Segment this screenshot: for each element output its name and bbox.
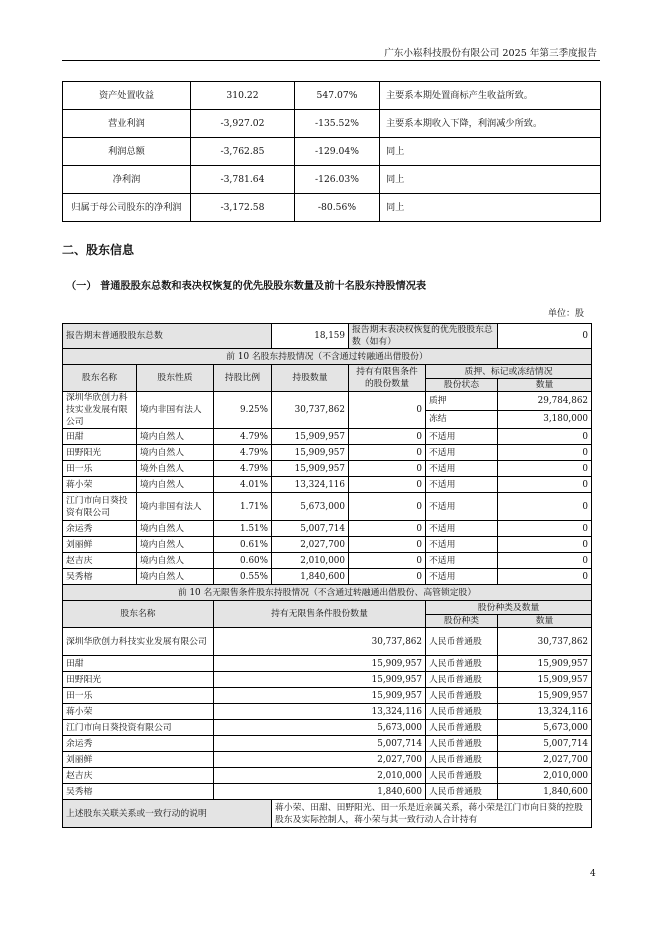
holder-name: 江门市向日葵投资有限公司 bbox=[63, 493, 137, 521]
holder-restricted: 0 bbox=[349, 445, 426, 461]
holder-nature: 境内自然人 bbox=[137, 569, 214, 585]
change-reason: 同上 bbox=[380, 194, 601, 222]
change-amount: 310.22 bbox=[191, 82, 295, 110]
unrestricted-caption: 前 10 名无限售条件股东持股情况（不含通过转融通出借股份、高管锁定股） bbox=[63, 585, 592, 601]
table-row bbox=[63, 138, 601, 166]
holder-count: 0 bbox=[498, 461, 592, 477]
table-row bbox=[63, 752, 592, 768]
holder-qty: 15,909,957 bbox=[272, 429, 349, 445]
unrestricted-qty: 2,010,000 bbox=[214, 768, 426, 784]
holder-ratio: 0.61% bbox=[214, 537, 272, 553]
change-percent: -126.03% bbox=[295, 166, 380, 194]
table-row bbox=[63, 521, 592, 537]
unrestricted-holder-name: 田一乐 bbox=[63, 688, 214, 704]
table-row bbox=[63, 656, 592, 672]
first-holder-name: 深圳华欣创力科技实业发展有限公司 bbox=[63, 392, 137, 429]
changes-table bbox=[62, 81, 601, 222]
unrestricted-qty: 1,840,600 bbox=[214, 784, 426, 800]
hdr-nature: 股东性质 bbox=[137, 365, 214, 392]
holder-status: 不适用 bbox=[426, 493, 498, 521]
header-rule bbox=[62, 60, 600, 61]
hdr-ratio: 持股比例 bbox=[214, 365, 272, 392]
holder-nature: 境外自然人 bbox=[137, 461, 214, 477]
unrestricted-qty: 5,673,000 bbox=[214, 720, 426, 736]
holder-nature: 境内自然人 bbox=[137, 521, 214, 537]
holder-count: 0 bbox=[498, 553, 592, 569]
table-row bbox=[63, 429, 592, 445]
change-reason: 主要系本期收入下降，利润减少所致。 bbox=[380, 110, 601, 138]
change-percent: -129.04% bbox=[295, 138, 380, 166]
holder-nature: 境内自然人 bbox=[137, 477, 214, 493]
change-amount: -3,781.64 bbox=[191, 166, 295, 194]
unrestricted-qty: 15,909,957 bbox=[214, 688, 426, 704]
first-holder-ratio: 9.25% bbox=[214, 392, 272, 429]
item-name: 营业利润 bbox=[63, 110, 191, 138]
note-text: 蒋小荣、田甜、田野阳光、田一乐是近亲属关系，蒋小荣是江门市向日葵的控股股东及实际控制人，蒋小荣与其一致行动人合计持有 bbox=[272, 800, 592, 828]
unrestricted-holder-name: 吴秀榕 bbox=[63, 784, 214, 800]
holder-status: 不适用 bbox=[426, 429, 498, 445]
first-holder-count-1: 29,784,862 bbox=[498, 392, 592, 411]
holder-restricted: 0 bbox=[349, 429, 426, 445]
holder-status: 不适用 bbox=[426, 461, 498, 477]
change-amount: -3,172.58 bbox=[191, 194, 295, 222]
share-count: 15,909,957 bbox=[498, 656, 592, 672]
hdr-pledge: 质押、标记或冻结情况 bbox=[426, 365, 592, 379]
table-row bbox=[63, 736, 592, 752]
table-row bbox=[63, 569, 592, 585]
table-row bbox=[63, 166, 601, 194]
unrestricted-holder-name: 余运秀 bbox=[63, 736, 214, 752]
holder-status: 不适用 bbox=[426, 553, 498, 569]
unrestricted-holder-name: 田甜 bbox=[63, 656, 214, 672]
summary-row bbox=[63, 324, 592, 349]
holder-restricted: 0 bbox=[349, 461, 426, 477]
subsection-title: （一） 普通股股东总数和表决权恢复的优先股股东数量及前十名股东持股情况表 bbox=[66, 281, 427, 292]
note-label: 上述股东关联关系或一致行动的说明 bbox=[63, 800, 272, 828]
table-row bbox=[63, 704, 592, 720]
holder-ratio: 4.79% bbox=[214, 429, 272, 445]
hdr-status: 股份状态 bbox=[426, 379, 498, 392]
holder-restricted: 0 bbox=[349, 569, 426, 585]
summary-value-1: 18,159 bbox=[272, 324, 349, 349]
holder-count: 0 bbox=[498, 445, 592, 461]
holder-status: 不适用 bbox=[426, 445, 498, 461]
holder-count: 0 bbox=[498, 537, 592, 553]
change-reason: 主要系本期处置商标产生收益所致。 bbox=[380, 82, 601, 110]
unrestricted-header-row bbox=[63, 601, 592, 615]
share-count: 15,909,957 bbox=[498, 672, 592, 688]
holder-qty: 1,840,600 bbox=[272, 569, 349, 585]
unrestricted-qty: 2,027,700 bbox=[214, 752, 426, 768]
change-percent: 547.07% bbox=[295, 82, 380, 110]
holder-qty: 15,909,957 bbox=[272, 461, 349, 477]
table-row bbox=[63, 110, 601, 138]
holder-count: 0 bbox=[498, 569, 592, 585]
holder-restricted: 0 bbox=[349, 521, 426, 537]
change-amount: -3,762.85 bbox=[191, 138, 295, 166]
holder-qty: 2,027,700 bbox=[272, 537, 349, 553]
first-holder-nature: 境内非国有法人 bbox=[137, 392, 214, 429]
uh-kind: 股份种类 bbox=[426, 615, 498, 628]
unit-label: 单位：股 bbox=[548, 309, 585, 319]
table-row bbox=[63, 672, 592, 688]
holder-nature: 境内自然人 bbox=[137, 553, 214, 569]
unrestricted-qty: 15,909,957 bbox=[214, 656, 426, 672]
share-count: 2,010,000 bbox=[498, 768, 592, 784]
summary-value-2: 0 bbox=[498, 324, 592, 349]
item-name: 归属于母公司股东的净利润 bbox=[63, 194, 191, 222]
share-count: 1,840,600 bbox=[498, 784, 592, 800]
holder-nature: 境内非国有法人 bbox=[137, 493, 214, 521]
change-percent: -80.56% bbox=[295, 194, 380, 222]
first-holder-status-1: 质押 bbox=[426, 392, 498, 411]
table-row bbox=[63, 553, 592, 569]
holder-restricted: 0 bbox=[349, 537, 426, 553]
uh-count: 数量 bbox=[498, 615, 592, 628]
share-count: 30,737,862 bbox=[498, 628, 592, 656]
holder-name: 田野阳光 bbox=[63, 445, 137, 461]
unrestricted-qty: 13,324,116 bbox=[214, 704, 426, 720]
share-kind: 人民币普通股 bbox=[426, 704, 498, 720]
holder-qty: 15,909,957 bbox=[272, 445, 349, 461]
table-row bbox=[63, 688, 592, 704]
unrestricted-qty: 15,909,957 bbox=[214, 672, 426, 688]
first-holder-restricted: 0 bbox=[349, 392, 426, 429]
holder-qty: 13,324,116 bbox=[272, 477, 349, 493]
table-row bbox=[63, 784, 592, 800]
share-kind: 人民币普通股 bbox=[426, 720, 498, 736]
change-amount: -3,927.02 bbox=[191, 110, 295, 138]
share-count: 15,909,957 bbox=[498, 688, 592, 704]
holder-name: 田一乐 bbox=[63, 461, 137, 477]
holder-ratio: 1.51% bbox=[214, 521, 272, 537]
holder-name: 吴秀榕 bbox=[63, 569, 137, 585]
table-row bbox=[63, 194, 601, 222]
holder-qty: 5,007,714 bbox=[272, 521, 349, 537]
holder-ratio: 4.79% bbox=[214, 445, 272, 461]
share-kind: 人民币普通股 bbox=[426, 628, 498, 656]
unrestricted-holder-name: 蒋小荣 bbox=[63, 704, 214, 720]
holder-status: 不适用 bbox=[426, 521, 498, 537]
page-header: 广东小崧科技股份有限公司 2025 年第三季度报告 bbox=[384, 48, 597, 59]
holder-status: 不适用 bbox=[426, 477, 498, 493]
share-count: 2,027,700 bbox=[498, 752, 592, 768]
holder-name: 蒋小荣 bbox=[63, 477, 137, 493]
share-count: 13,324,116 bbox=[498, 704, 592, 720]
share-kind: 人民币普通股 bbox=[426, 672, 498, 688]
holder-nature: 境内自然人 bbox=[137, 445, 214, 461]
share-kind: 人民币普通股 bbox=[426, 784, 498, 800]
unrestricted-qty: 5,007,714 bbox=[214, 736, 426, 752]
summary-label-1: 报告期末普通股股东总数 bbox=[63, 324, 272, 349]
top10-caption: 前 10 名股东持股情况（不含通过转融通出借股份） bbox=[63, 349, 592, 365]
holder-status: 不适用 bbox=[426, 569, 498, 585]
holder-ratio: 4.01% bbox=[214, 477, 272, 493]
unrestricted-caption-row bbox=[63, 585, 592, 601]
share-kind: 人民币普通股 bbox=[426, 688, 498, 704]
change-reason: 同上 bbox=[380, 166, 601, 194]
holder-nature: 境内自然人 bbox=[137, 429, 214, 445]
holder-ratio: 1.71% bbox=[214, 493, 272, 521]
holder-qty: 2,010,000 bbox=[272, 553, 349, 569]
summary-label-2: 报告期末表决权恢复的优先股股东总数（如有） bbox=[349, 324, 498, 349]
table-row bbox=[63, 768, 592, 784]
hdr-restricted: 持有有限售条件的股份数量 bbox=[349, 365, 426, 392]
holder-ratio: 0.60% bbox=[214, 553, 272, 569]
table-row bbox=[63, 493, 592, 521]
section-title: 二、股东信息 bbox=[62, 243, 135, 257]
holder-ratio: 0.55% bbox=[214, 569, 272, 585]
note-row bbox=[63, 800, 592, 828]
holder-nature: 境内自然人 bbox=[137, 537, 214, 553]
item-name: 净利润 bbox=[63, 166, 191, 194]
holder-qty: 5,673,000 bbox=[272, 493, 349, 521]
share-kind: 人民币普通股 bbox=[426, 768, 498, 784]
table-row bbox=[63, 537, 592, 553]
uh-qty: 持有无限售条件股份数量 bbox=[214, 601, 426, 628]
shareholder-table bbox=[62, 323, 592, 828]
holder-restricted: 0 bbox=[349, 493, 426, 521]
holder-restricted: 0 bbox=[349, 553, 426, 569]
holder-ratio: 4.79% bbox=[214, 461, 272, 477]
unrestricted-qty: 30,737,862 bbox=[214, 628, 426, 656]
holder-count: 0 bbox=[498, 429, 592, 445]
share-count: 5,673,000 bbox=[498, 720, 592, 736]
page-number: 4 bbox=[590, 869, 596, 879]
table-row bbox=[63, 628, 592, 656]
table-row bbox=[63, 720, 592, 736]
unrestricted-holder-name: 赵吉庆 bbox=[63, 768, 214, 784]
item-name: 资产处置收益 bbox=[63, 82, 191, 110]
first-holder-qty: 30,737,862 bbox=[272, 392, 349, 429]
hdr-count: 数量 bbox=[498, 379, 592, 392]
unrestricted-holder-name: 刘丽鲜 bbox=[63, 752, 214, 768]
holder-name: 余运秀 bbox=[63, 521, 137, 537]
holder-count: 0 bbox=[498, 477, 592, 493]
holder-name: 赵吉庆 bbox=[63, 553, 137, 569]
change-reason: 同上 bbox=[380, 138, 601, 166]
holder-name: 刘丽鲜 bbox=[63, 537, 137, 553]
share-kind: 人民币普通股 bbox=[426, 736, 498, 752]
table-row bbox=[63, 477, 592, 493]
share-kind: 人民币普通股 bbox=[426, 656, 498, 672]
holder-status: 不适用 bbox=[426, 537, 498, 553]
table-row bbox=[63, 82, 601, 110]
change-percent: -135.52% bbox=[295, 110, 380, 138]
share-count: 5,007,714 bbox=[498, 736, 592, 752]
table-row bbox=[63, 461, 592, 477]
first-holder-status-2: 冻结 bbox=[426, 410, 498, 429]
share-kind: 人民币普通股 bbox=[426, 752, 498, 768]
first-holder-count-2: 3,180,000 bbox=[498, 410, 592, 429]
hdr-qty: 持股数量 bbox=[272, 365, 349, 392]
holder-restricted: 0 bbox=[349, 477, 426, 493]
uh-name: 股东名称 bbox=[63, 601, 214, 628]
holder-name: 田甜 bbox=[63, 429, 137, 445]
hdr-name: 股东名称 bbox=[63, 365, 137, 392]
unrestricted-holder-name: 田野阳光 bbox=[63, 672, 214, 688]
item-name: 利润总额 bbox=[63, 138, 191, 166]
unrestricted-holder-name: 江门市向日葵投资有限公司 bbox=[63, 720, 214, 736]
holder-count: 0 bbox=[498, 521, 592, 537]
uh-kind-qty: 股份种类及数量 bbox=[426, 601, 592, 615]
unrestricted-holder-name: 深圳华欣创力科技实业发展有限公司 bbox=[63, 628, 214, 656]
table-row bbox=[63, 445, 592, 461]
holder-count: 0 bbox=[498, 493, 592, 521]
